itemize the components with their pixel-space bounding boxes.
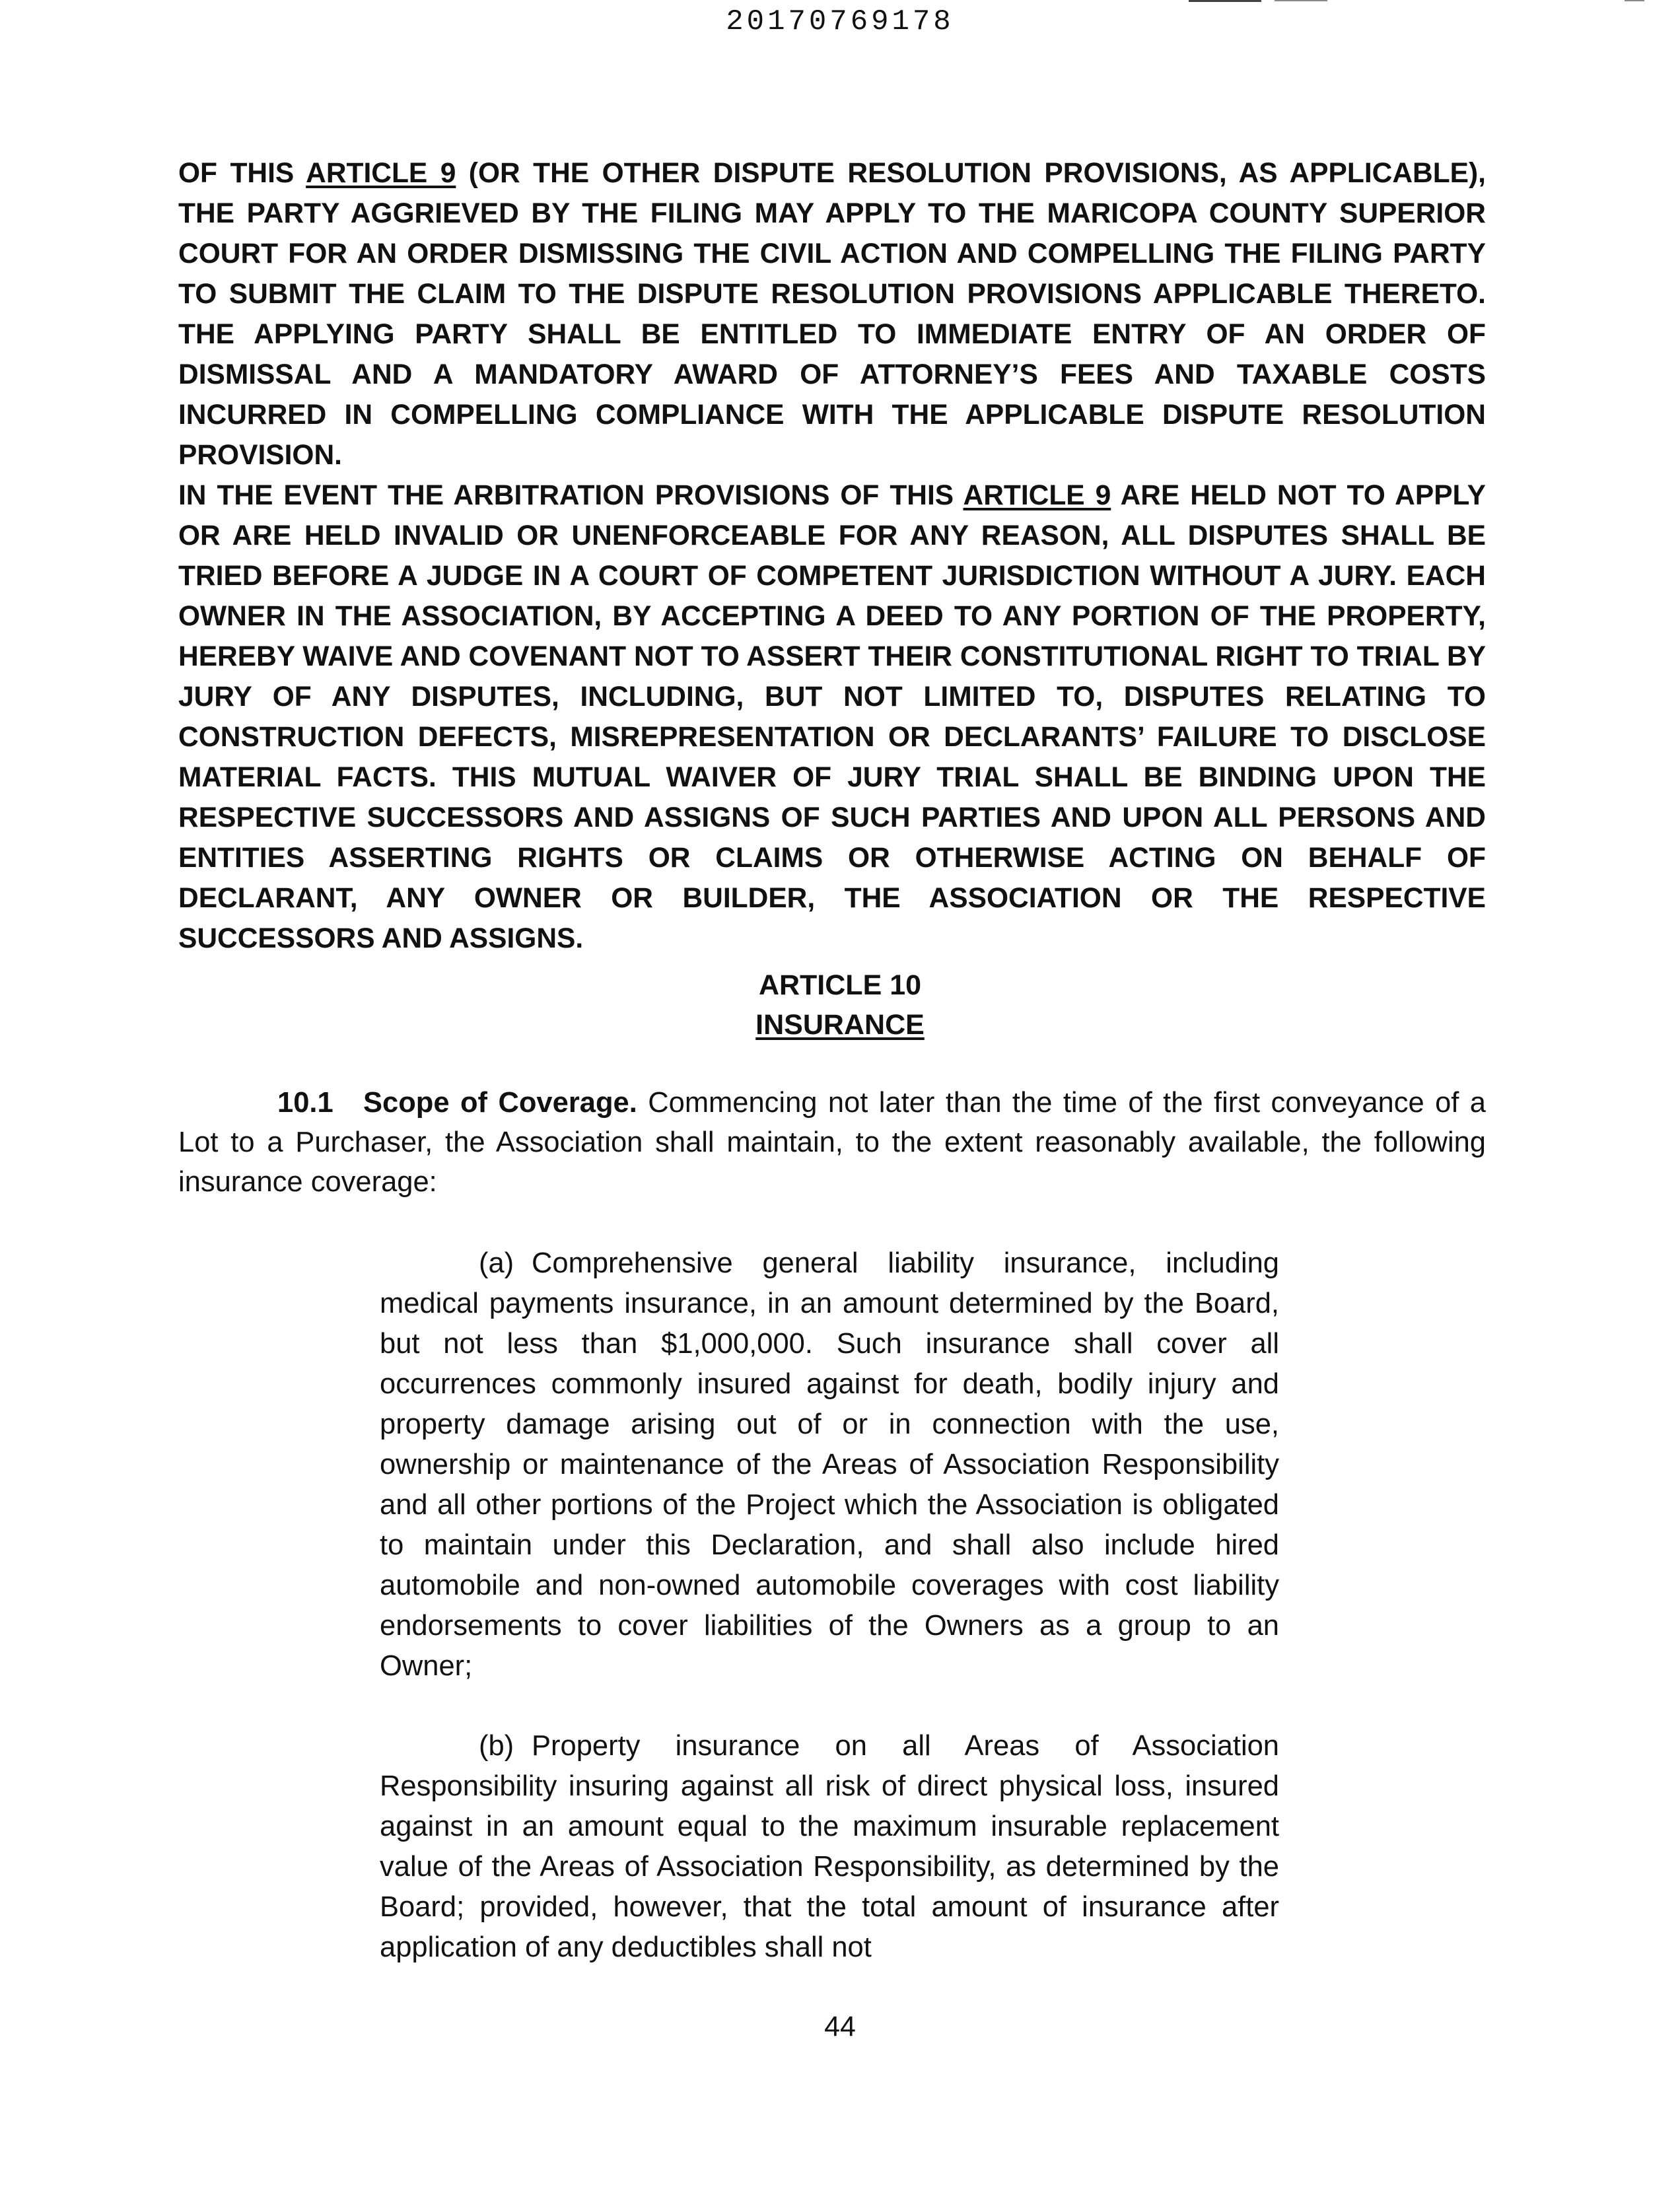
scan-edge-mark: [1275, 0, 1327, 1]
subsection-a-paragraph: [380, 1243, 1279, 1686]
document-number: 20170769178: [726, 5, 954, 38]
article-number-heading: ARTICLE 10: [758, 969, 922, 1001]
article-9-reference: ARTICLE 9: [963, 480, 1111, 511]
subsection-b-paragraph: [380, 1726, 1279, 1968]
article-title-heading: [0, 1005, 1680, 1045]
subsection-text: Property insurance on all Areas of Association Responsibility insuring against all risk of direct physical loss, insured against in an amount equal to the maximum insurable replacement value of the Areas of Association Responsibility, as determined by the Board; provided, however, that the total amount of insurance after application of any deductibles shall not: [380, 1730, 1279, 1963]
scan-edge-mark: [1625, 0, 1644, 1]
paragraph-lead-text: IN THE EVENT THE ARBITRATION PROVISIONS OF THIS: [178, 480, 963, 511]
dispute-dismissal-paragraph: [178, 153, 1486, 475]
section-10-1-paragraph: [178, 1083, 1486, 1202]
scan-edge-mark: [1189, 0, 1261, 2]
article-9-reference: ARTICLE 9: [306, 158, 456, 189]
section-title: Scope of Coverage.: [363, 1087, 637, 1119]
paragraph-body-text: (OR THE OTHER DISPUTE RESOLUTION PROVISIONS, AS APPLICABLE), THE PARTY AGGRIEVED BY THE FILING MAY APPLY TO THE MARICOPA COUNTY SUPERIOR COURT FOR AN ORDER DISMISSING THE CIVIL ACTION AND COMPELLING THE FILING PARTY TO SUBMIT THE CLAIM TO THE DISPUTE RESOLUTION PROVISIONS APPLICABLE THERETO. THE APPLYING PARTY SHALL BE ENTITLED TO IMMEDIATE ENTRY OF AN ORDER OF DISMISSAL AND A MANDATORY AWARD OF ATTORNEY’S FEES AND TAXABLE COSTS INCURRED IN COMPELLING COMPLIANCE WITH THE APPLICABLE DISPUTE RESOLUTION PROVISION.: [178, 158, 1486, 471]
article-title-text: INSURANCE: [755, 1009, 925, 1041]
page-number: 44: [824, 2011, 856, 2042]
paragraph-lead-text: OF THIS: [178, 158, 306, 189]
subsection-label: (b): [479, 1730, 514, 1762]
section-text: Commencing not later than the time of the first conveyance of a Lot to a Purchaser, the Association shall maintain, to the extent reasonably available, the following insurance coverage:: [178, 1087, 1486, 1198]
jury-waiver-paragraph: [178, 475, 1486, 959]
paragraph-body-text: ARE HELD NOT TO APPLY OR ARE HELD INVALID OR UNENFORCEABLE FOR ANY REASON, ALL DISPUTES SHALL BE TRIED BEFORE A JUDGE IN A COURT OF COMPETENT JURISDICTION WITHOUT A JURY. EACH OWNER IN THE ASSOCIATION, BY ACCEPTING A DEED TO ANY PORTION OF THE PROPERTY, HEREBY WAIVE AND COVENANT NOT TO ASSERT THEIR CONSTITUTIONAL RIGHT TO TRIAL BY JURY OF ANY DISPUTES, INCLUDING, BUT NOT LIMITED TO, DISPUTES RELATING TO CONSTRUCTION DEFECTS, MISREPRESENTATION OR DECLARANTS’ FAILURE TO DISCLOSE MATERIAL FACTS. THIS MUTUAL WAIVER OF JURY TRIAL SHALL BE BINDING UPON THE RESPECTIVE SUCCESSORS AND ASSIGNS OF SUCH PARTIES AND UPON ALL PERSONS AND ENTITIES ASSERTING RIGHTS OR CLAIMS OR OTHERWISE ACTING ON BEHALF OF DECLARANT, ANY OWNER OR BUILDER, THE ASSOCIATION OR THE RESPECTIVE SUCCESSORS AND ASSIGNS.: [178, 480, 1486, 954]
section-number: 10.1: [277, 1087, 333, 1119]
subsection-label: (a): [479, 1247, 514, 1279]
subsection-text: Comprehensive general liability insurance, including medical payments insurance, in an amount determined by the Board, but not less than $1,000,000. Such insurance shall cover all occurrences commonly insured against for death, bodily injury and property damage arising out of or in connection with the use, ownership or maintenance of the Areas of Association Responsibility and all other portions of the Project which the Association is obligated to maintain under this Declaration, and shall also include hired automobile and non-owned automobile coverages with cost liability endorsements to cover liabilities of the Owners as a group to an Owner;: [380, 1247, 1279, 1682]
